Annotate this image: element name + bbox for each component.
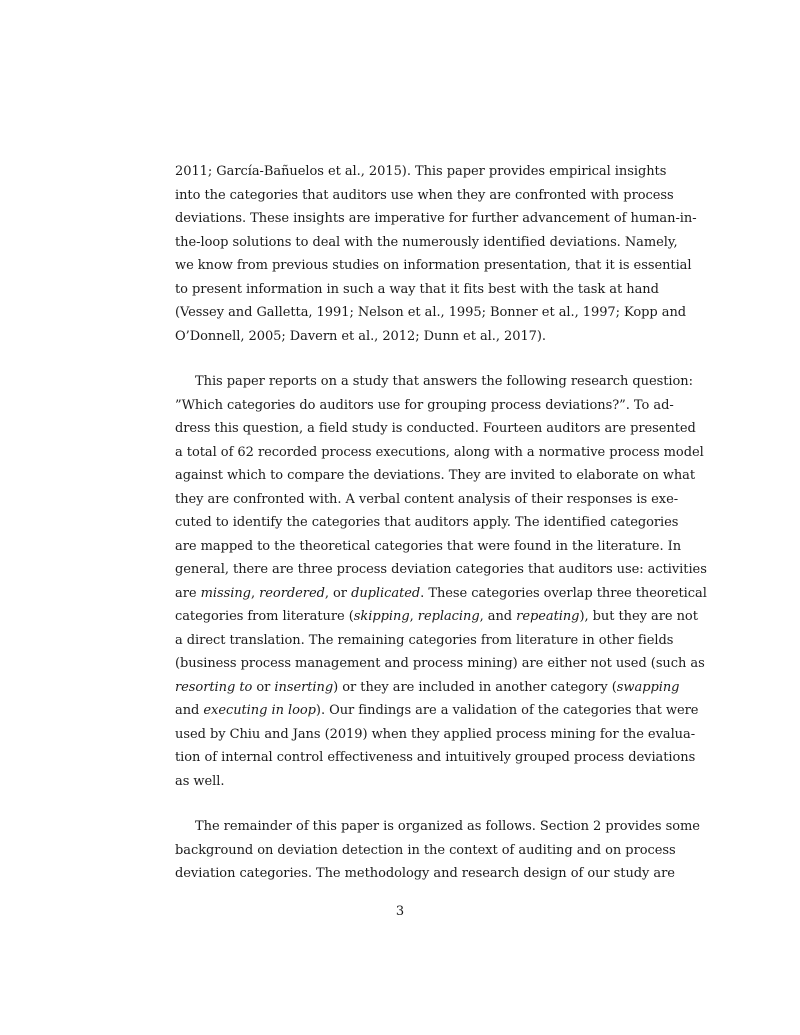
text-line (175, 511, 679, 535)
text-line (175, 301, 687, 325)
text-run: tion of internal control effectiveness and intuitively grouped process deviations (175, 750, 696, 765)
text-run: deviations. These insights are imperative for further advancement of human-in- (175, 211, 697, 226)
text-run: , (250, 585, 260, 601)
text-line (175, 839, 676, 863)
text-run: (business process management and process mining) are either not used (such as (175, 656, 705, 671)
italic-term: missing (200, 585, 251, 601)
text-line (175, 325, 625, 349)
text-run: a direct translation. The remaining categories from literature in other fields (175, 632, 674, 648)
text-line (175, 441, 704, 465)
text-line (175, 770, 625, 794)
text-run: as well. (175, 773, 225, 789)
text-run: O’Donnell, 2005; Davern et al., 2012; Dunn et al., 2017). (175, 328, 547, 344)
text-run: into the categories that auditors use when they are confronted with process (175, 187, 674, 203)
paragraph-gap (175, 348, 625, 370)
text-line (175, 652, 705, 676)
text-line (175, 605, 698, 629)
text-line (175, 278, 659, 302)
text-run: ) or they are included in another category ( (333, 679, 617, 695)
text-run: The remainder of this paper is organized as follows. Section 2 provides some (195, 819, 700, 834)
text-run: a total of 62 recorded process executions, along with a normative process model (175, 444, 704, 460)
text-run: general, there are three process deviation categories that auditors use: activities (175, 562, 707, 577)
text-run: (Vessey and Galletta, 1991; Nelson et al., 1995; Bonner et al., 1997; Kopp and (175, 305, 687, 320)
paragraph (175, 370, 707, 793)
text-line (175, 582, 707, 606)
text-run: background on deviation detection in the context of auditing and on process (175, 842, 676, 858)
text-run: or (252, 679, 275, 695)
text-line (175, 231, 678, 255)
page-number: 3 (395, 904, 405, 919)
text-run: 2011; García-Bañuelos et al., 2015). This paper provides empirical insights (175, 164, 667, 179)
text-run: This paper reports on a study that answers the following research question: (195, 374, 693, 389)
text-run: against which to compare the deviations. They are invited to elaborate on what (175, 468, 696, 483)
text-line (175, 370, 693, 394)
text-run: , and (479, 609, 517, 624)
paragraph (175, 815, 700, 886)
italic-term: duplicated (351, 585, 421, 601)
text-line (175, 558, 707, 582)
paragraph (175, 160, 697, 348)
text-line (175, 394, 674, 418)
text-line (175, 676, 680, 700)
text-line (175, 254, 692, 278)
italic-term: skipping (353, 609, 410, 624)
text-run: to present information in such a way that it fits best with the task at hand (175, 281, 659, 297)
text-line (175, 629, 674, 653)
paragraph-gap (175, 793, 625, 815)
text-run: . These categories overlap three theoretical (420, 585, 707, 601)
text-run: categories from literature ( (175, 609, 354, 624)
text-line (175, 207, 697, 231)
italic-term: replacing (417, 609, 480, 624)
italic-term: reordered (259, 585, 325, 601)
text-run: deviation categories. The methodology and research design of our study are (175, 866, 675, 881)
text-run: ). Our findings are a validation of the categories that were (315, 703, 699, 718)
text-line (175, 160, 667, 184)
italic-term: executing in loop (203, 703, 316, 718)
text-line (175, 862, 675, 886)
text-run: , (409, 609, 418, 624)
text-run: the-loop solutions to deal with the numerously identified deviations. Namely, (175, 234, 678, 250)
text-run: cuted to identify the categories that auditors apply. The identified categories (175, 515, 679, 530)
text-line (175, 464, 696, 488)
italic-term: swapping (616, 679, 680, 695)
text-run: , or (324, 585, 352, 601)
italic-term: repeating (516, 609, 580, 624)
text-line (175, 488, 679, 512)
italic-term: resorting to (175, 679, 253, 695)
text-run: and (175, 703, 204, 718)
text-line (175, 417, 696, 441)
text-run: ), but they are not (579, 609, 698, 624)
text-run: ”Which categories do auditors use for grouping process deviations?”. To ad- (175, 397, 674, 413)
text-run: are (175, 585, 201, 601)
text-run: dress this question, a field study is conducted. Fourteen auditors are presented (175, 421, 696, 436)
body-text (175, 160, 707, 886)
text-line (175, 184, 674, 208)
text-line (175, 723, 696, 747)
text-line (175, 535, 682, 559)
text-run: used by Chiu and Jans (2019) when they applied process mining for the evalua- (175, 726, 696, 742)
text-run: they are confronted with. A verbal content analysis of their responses is exe- (175, 491, 679, 507)
text-line (175, 746, 696, 770)
text-run: are mapped to the theoretical categories that were found in the literature. In (175, 538, 682, 554)
text-run: we know from previous studies on information presentation, that it is essential (175, 258, 692, 273)
text-line (175, 815, 700, 839)
text-line (175, 699, 699, 723)
italic-term: inserting (274, 679, 334, 695)
